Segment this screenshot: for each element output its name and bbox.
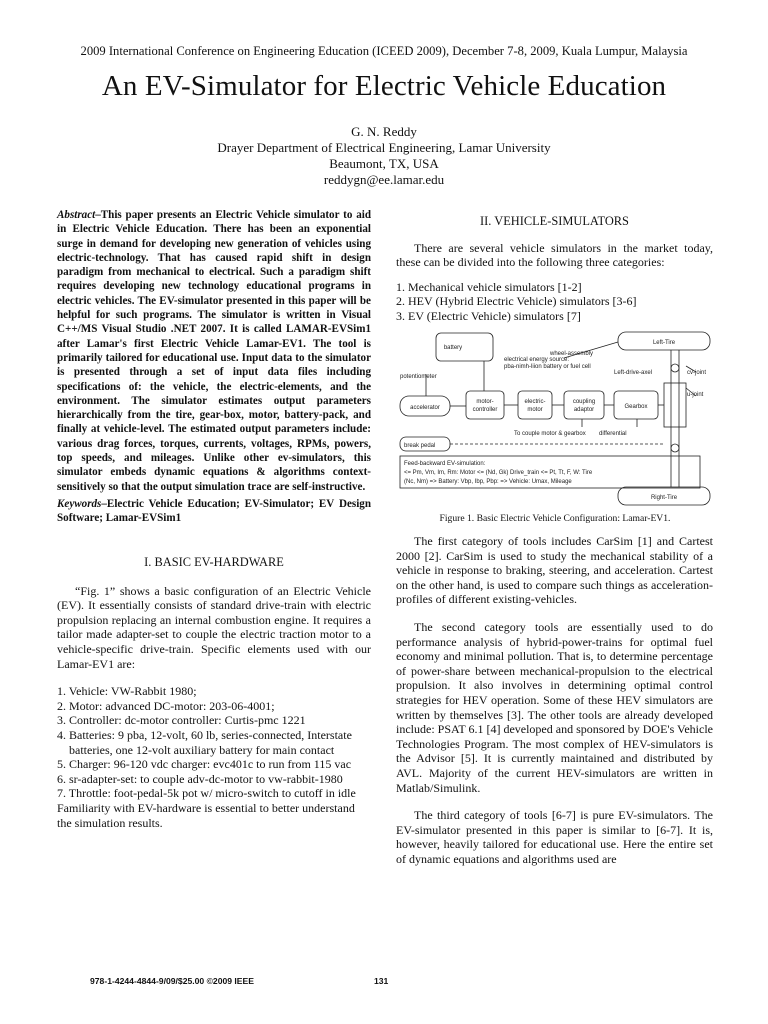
diagram-label: To couple motor & gearbox (514, 431, 586, 437)
author-block (0, 124, 768, 188)
figure-caption: Figure 1. Basic Electric Vehicle Configuration: Lamar-EV1. (439, 513, 671, 524)
author-location: Beaumont, TX, USA (329, 156, 439, 171)
author-email: reddygn@ee.lamar.edu (323, 172, 445, 187)
diagram-label: (Nc, Nm) => Battery: Vbp, Ibp, Pbp: => Vehicle: Umax, Mileage (404, 479, 572, 485)
author-affiliation: Drayer Department of Electrical Engineering, Lamar University (217, 140, 551, 155)
section-2-top (396, 214, 713, 324)
simulator-categories (396, 280, 713, 324)
diagram-label: adaptor (573, 407, 595, 413)
page-number: 131 (374, 976, 389, 986)
diagram-label: Feed-backward EV-simulation: (404, 461, 486, 467)
keywords (57, 497, 371, 526)
diagram-label: coupling (572, 399, 596, 405)
diagram-label: electrical energy source: (504, 357, 570, 363)
section-2-para-2: The second category tools are essentially used to do performance analysis of hybrid-power-trains for optimal fuel economy and minimal pollution. That is, to determine percentage of power-share between mechanical-propulsion to the electrical propulsion. It also involves in determining optimal control strategies for HEV operation. Some of these HEV simulators are written by themselves [3]. The other tools are already developed include: PSAT 6.1 [4] developed and sponsored by DOE's Vehicle Technologies Program. The most complex of HEV-simulators is the Advisor [5]. It is currently maintained and distributed by AVL. Majority of the current HEV-simulators are written in Matlab/Simulink. (396, 619, 714, 795)
diagram-label: break pedal (404, 443, 436, 449)
section-2-para-3: The third category of tools [6-7] is pure EV-simulators. The EV-simulator presented in this paper is similar to [6-7]. It is, however, heavily tailored for educational use. Here the entire set of dynamic equations and algorithms used are (396, 808, 713, 866)
diagram-label: wheel-assembly (550, 351, 594, 357)
coupling-adaptor-box (564, 391, 604, 419)
diagram-label: motor (527, 407, 543, 413)
author-name: G. N. Reddy (351, 124, 417, 139)
diagram-label: pba-nimh-liion battery or fuel cell (504, 364, 591, 370)
electric-motor-box (518, 391, 552, 419)
section-1-closing: Familiarity with EV-hardware is essential to better understand the simulation results. (57, 800, 355, 830)
list-item: 1. Mechanical vehicle simulators [1-2] (396, 279, 582, 294)
diagram-label: Gearbox (624, 404, 648, 410)
diagram-label: potentiometer (400, 374, 437, 380)
motor-controller-box (466, 391, 504, 419)
keywords-text: –Electric Vehicle Education; EV-Simulator; EV Design Software; Lamar-EVSim1 (57, 498, 371, 525)
list-item: 3. EV (Electric Vehicle) simulators [7] (396, 308, 581, 323)
list-item: 7. Throttle: foot-pedal-5k pot w/ micro-switch to cutoff in idle (57, 786, 356, 801)
abstract-label: Abstract (57, 209, 96, 221)
keywords-label: Keywords (57, 498, 102, 510)
diagram-label: Right-Tire (650, 495, 678, 501)
section-2-intro: There are several vehicle simulators in the market today, these can be divided into the following three categories: (396, 240, 713, 270)
ev-configuration-diagram (396, 328, 714, 508)
diagram-label: electric- (524, 399, 546, 405)
diagram-label: accelerator (410, 405, 440, 411)
diagram-label: u-joint (687, 392, 704, 398)
diagram-label: motor- (476, 399, 494, 405)
list-item: 4. Batteries: 9 pba, 12-volt, 60 lb, series-connected, Interstate batteries, one 12-volt auxiliary battery for main contact (57, 727, 352, 757)
list-item: 5. Charger: 96-120 vdc charger: evc401c to run from 115 vac (57, 757, 352, 772)
hardware-list (57, 684, 371, 801)
section-1-heading: I. BASIC EV-HARDWARE (144, 555, 284, 569)
section-2-para-1: The first category of tools includes CarSim [1] and Cartest 2000 [2]. CarSim is used to study the mechanical stability of a vehicle in response to braking, steering, and acceleration. Cartest on the other hand, is used to compare such things as acceleration-profiles of different existing-vehicles. (396, 534, 713, 607)
diagram-label: Left-drive-axel (614, 370, 653, 376)
section-2-body (396, 534, 713, 866)
abstract-text: –This paper presents an Electric Vehicle simulator to aid in Electric Vehicle Education. There has been an exponential surge in demand for developing new generation of vehicles using electric-technology. That has caused rapid shift in design paradigm from mechanical to electrical. Such a paradigm shift requires developing new technology educational programs in electric vehicles. The EV-simulator presented in this paper will be helpful for such programs. The simulator is written in Visual C++/MS Visual Studio .NET 2007. It is called LAMAR-EVSim1 after Lamar's first Electric Vehicle Lamar-EV1. The tool is primarily tailored for educational use. Input data to the simulator is presented through a set of input data files including specifications of: the vehicle, the electric-elements, and the environment. The simulator estimates output parameters hierarchically from the tire, gear-box, motor, battery-pack, and finally at vehicle-level. The estimated output parameters include: various drag forces, torques, currents, voltages, RPMs, powers, top speeds, and mileages. Unlike other ev-simulators, this simulator embeds dynamic equations & algorithms context-sensitively so that the output simulation trace are self-instructive. (57, 209, 371, 493)
list-item: 2. HEV (Hybrid Electric Vehicle) simulators [3-6] (396, 294, 637, 309)
footer-isbn: 978-1-4244-4844-9/09/$25.00 ©2009 IEEE (90, 976, 255, 986)
diagram-label: cv-joint (687, 370, 707, 376)
list-item: 1. Vehicle: VW-Rabbit 1980; (57, 684, 197, 699)
section-1-intro: “Fig. 1” shows a basic configuration of an Electric Vehicle (EV). It essentially consists of standard drive-train with electric propulsion replacing an internal combustion engine. It requires a tailor made adapter-set to couple the electric traction motor to a vehicle-specific drive-train. Specific elements used with our Lamar-EV1 are: (57, 583, 371, 671)
section-1 (57, 555, 371, 830)
conference-header: 2009 International Conference on Engineering Education (ICEED 2009), December 7-8, 2009, Kuala Lumpur, Malaysia (80, 44, 688, 58)
list-item: 3. Controller: dc-motor controller: Curtis-pmc 1221 (57, 713, 306, 728)
paper-title: An EV-Simulator for Electric Vehicle Education (101, 70, 667, 102)
diagram-label: <= Pm, Vm, Im, Rm: Motor <= (Nd, Gk) Drive_train <= Pt, Tt, F, W: Tire (404, 470, 593, 476)
diagram-label: differential (599, 431, 627, 437)
diagram-label: Left-Tire (652, 340, 676, 346)
list-item: 6. sr-adapter-set: to couple adv-dc-motor to vw-rabbit-1980 (57, 771, 343, 786)
diagram-label: battery (443, 345, 463, 351)
section-2-heading: II. VEHICLE-SIMULATORS (480, 214, 629, 228)
abstract (57, 208, 371, 494)
list-item: 2. Motor: advanced DC-motor: 203-06-4001; (57, 698, 275, 713)
diagram-label: controller (472, 407, 498, 413)
